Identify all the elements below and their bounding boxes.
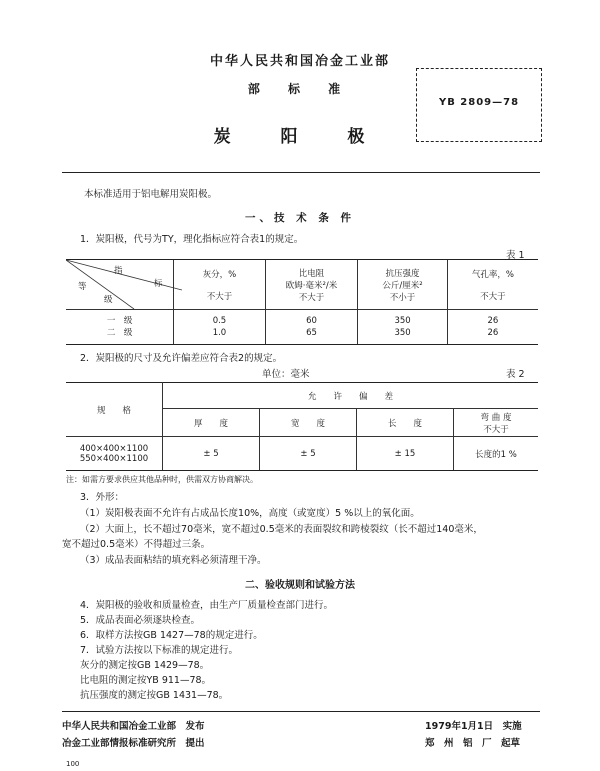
footer-drafter: 冶金工业部情报标准研究所 提出 xyxy=(62,738,205,749)
section2-title: 二、验收规则和试验方法 xyxy=(245,580,355,591)
item-3-3: （3）成品表面粘结的填充料必须清理干净。 xyxy=(80,555,267,566)
item-2: 2．炭阳极的尺寸及允许偏差应符合表2的规定。 xyxy=(80,353,283,364)
standard-code: YB 2809—78 xyxy=(438,97,520,108)
method-ash: 灰分的测定按GB 1429—78。 xyxy=(80,660,210,671)
footer-plant: 郑 州 铝 厂 起草 xyxy=(425,738,521,749)
t2-thickness-value: ± 5 xyxy=(163,437,260,471)
t2-col-width: 宽 度 xyxy=(260,409,357,437)
item-4: 4．炭阳极的验收和质量检查，由生产厂质量检查部门进行。 xyxy=(80,600,334,611)
t2-col-bend: 弯 曲 度 不大于 xyxy=(454,409,539,437)
item-3-2: （2）大面上，长不超过70毫米，宽不超过0.5毫米的表面裂纹和跨棱裂纹（长不超过140毫米， xyxy=(80,524,483,535)
corner-label-left: 等 xyxy=(78,282,87,292)
corner-label-right: 标 xyxy=(154,279,163,289)
t2-length-value: ± 15 xyxy=(357,437,454,471)
intro-text: 本标准适用于铝电解用炭阳极。 xyxy=(84,189,218,200)
method-resistivity: 比电阻的测定按YB 911—78。 xyxy=(80,675,212,686)
t1-resistivity-values: 60 65 xyxy=(265,310,358,345)
footer-date: 1979年1月1日 实施 xyxy=(425,721,522,732)
table2-unit: 单位：毫米 xyxy=(262,369,310,380)
method-strength: 抗压强度的测定按GB 1431—78。 xyxy=(80,690,229,701)
ministry-title: 中华人民共和国冶金工业部 xyxy=(209,54,390,69)
item-7: 7．试验方法按以下标准的规定进行。 xyxy=(80,645,239,656)
t1-grades: 一 级 二 级 xyxy=(66,310,174,345)
t2-col-thickness: 厚 度 xyxy=(163,409,260,437)
table2-label: 表 2 xyxy=(506,369,525,380)
corner-label-bottom: 级 xyxy=(104,295,113,305)
footer-divider xyxy=(62,711,540,712)
table-note: 注：如需方要求供应其他品种时，供需双方协商解决。 xyxy=(66,475,258,484)
table-1 xyxy=(66,259,538,345)
table1-label: 表 1 xyxy=(506,250,525,261)
item-1: 1．炭阳极，代号为TY，理化指标应符合表1的规定。 xyxy=(80,234,304,245)
standard-code-box xyxy=(416,68,542,142)
t2-header-spec: 规 格 xyxy=(66,383,163,437)
footer-issuer: 中华人民共和国冶金工业部 发布 xyxy=(62,721,205,732)
table-2 xyxy=(66,382,538,471)
header-divider xyxy=(62,172,540,173)
section1-title: 一、技 术 条 件 xyxy=(245,212,355,224)
t2-col-length: 长 度 xyxy=(357,409,454,437)
t2-specs: 400×400×1100 550×400×1100 xyxy=(66,437,163,471)
item-3-1: （1）炭阳极表面不允许有占成品长度10%，高度（或宽度）5 %以上的氧化面。 xyxy=(80,508,420,519)
item-3: 3．外形： xyxy=(80,492,125,503)
corner-label-top: 指 xyxy=(114,266,123,276)
t2-width-value: ± 5 xyxy=(260,437,357,471)
item-6: 6．取样方法按GB 1427—78的规定进行。 xyxy=(80,630,263,641)
item-3-2-continued: 宽不超过0.5毫米）不得超过三条。 xyxy=(62,539,211,550)
t2-header-deviation: 允 许 偏 差 xyxy=(163,383,539,409)
table1-corner xyxy=(66,260,174,310)
page-number: 100 xyxy=(66,760,80,768)
t1-porosity-values: 26 26 xyxy=(447,310,538,345)
t1-header-porosity: 气孔率，% 不大于 xyxy=(447,260,538,310)
t1-strength-values: 350 350 xyxy=(358,310,447,345)
t1-ash-values: 0.5 1.0 xyxy=(174,310,265,345)
standard-type: 部 标 准 xyxy=(247,82,353,96)
t1-header-resistivity: 比电阻 欧姆·毫米²/米 不大于 xyxy=(265,260,358,310)
item-5: 5．成品表面必须逐块检查。 xyxy=(80,615,201,626)
t1-header-ash: 灰分，% 不大于 xyxy=(174,260,265,310)
t1-header-strength: 抗压强度 公斤/厘米² 不小于 xyxy=(358,260,447,310)
document-title: 炭 阳 极 xyxy=(213,127,387,147)
t2-bend-value: 长度的1 % xyxy=(454,437,539,471)
